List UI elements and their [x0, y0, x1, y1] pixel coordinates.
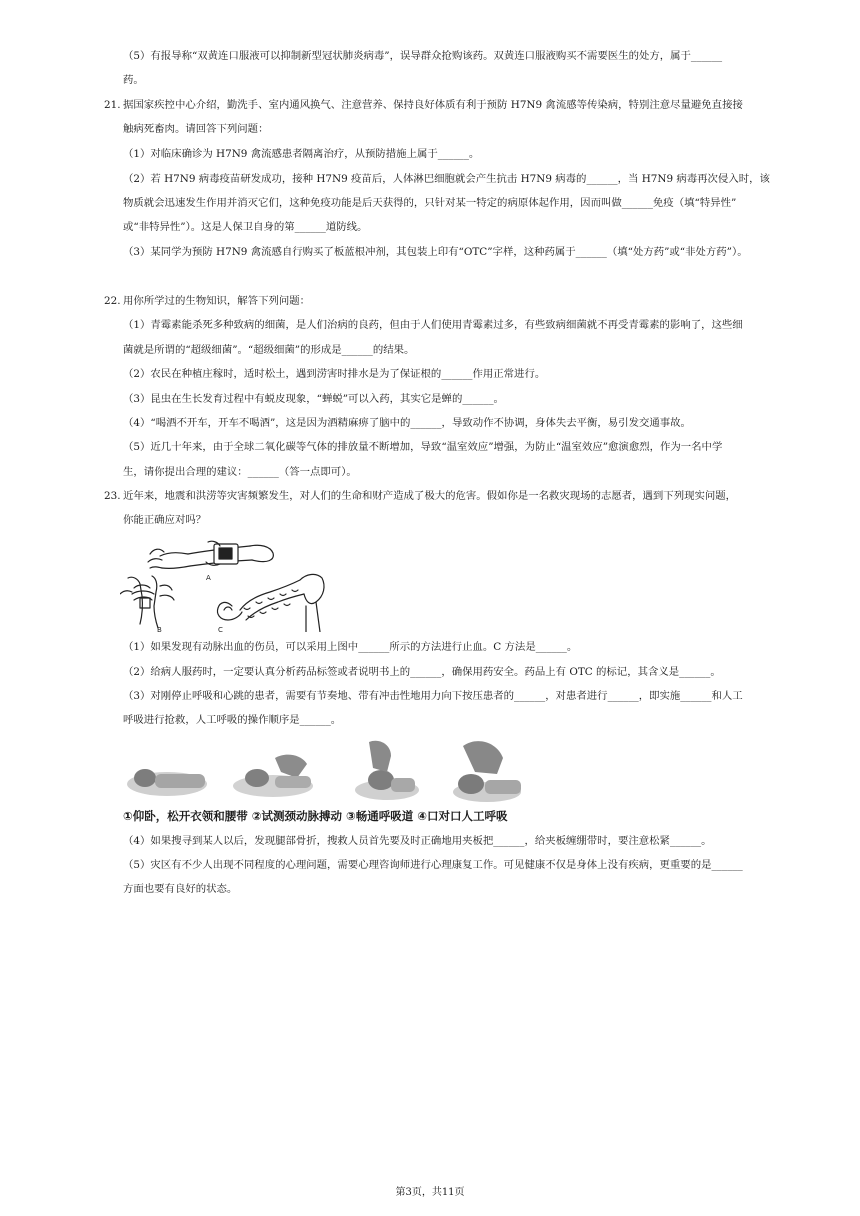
q23-5-line1: （5）灾区有不少人出现不同程度的心理问题，需要心理咨询师进行心理康复工作。可见健康不仅是身体上没有疾病，更重要的是______ — [123, 859, 743, 871]
q23-5-line2: 方面也要有良好的状态。 — [123, 883, 238, 895]
q22-stem: 用你所学过的生物知识，解答下列问题： — [123, 295, 311, 307]
q23-stem-line1: 近年来，地震和洪涝等灾害频繁发生，对人们的生命和财产造成了极大的危害。假如你是一名救灾现场的志愿者，遇到下列现实问题， — [123, 490, 737, 502]
figure-label-c: C — [218, 626, 223, 632]
question-number-21: 21. — [104, 99, 121, 111]
q22-4: （4）“喝酒不开车，开车不喝酒”，这是因为酒精麻痹了脑中的______，导致动作不协调，身体失去平衡，易引发交通事故。 — [123, 417, 691, 429]
cpr-steps-illustration — [125, 738, 525, 804]
q22-1-line1: （1）青霉素能杀死多种致病的细菌，是人们治病的良药，但由于人们使用青霉素过多，有些致病细菌就不再受青霉素的影响了，这些细 — [123, 319, 743, 331]
q23-4: （4）如果搜寻到某人以后，发现腿部骨折，搜救人员首先要及时正确地用夹板把______，给夹板缠绷带时，要注意松紧______。 — [123, 835, 712, 847]
q22-3: （3）昆虫在生长发育过程中有蜕皮现象，“蝉蜕”可以入药，其实它是蝉的______。 — [123, 393, 504, 405]
q21-1: （1）对临床确诊为 H7N9 禽流感患者隔离治疗，从预防措施上属于______。 — [123, 148, 480, 160]
figure-label-b: B — [157, 626, 162, 632]
q22-1-line2: 菌就是所谓的“超级细菌”。“超级细菌”的形成是______的结果。 — [123, 344, 415, 356]
q21-stem-line1: 据国家疾控中心介绍，勤洗手、室内通风换气、注意营养、保持良好体质有利于预防 H7N9 禽流感等传染病，特别注意尽量避免直接接 — [123, 99, 743, 111]
question-number-22: 22. — [104, 295, 121, 307]
q22-2: （2）农民在种植庄稼时，适时松土，遇到涝害时排水是为了保证根的______作用正常进行。 — [123, 368, 546, 380]
hemostasis-illustration — [120, 536, 326, 632]
q21-2-line2: 物质就会迅速发生作用并消灭它们，这种免疫功能是后天获得的，只针对某一特定的病原体起作用，因而叫做______免疫（填“特异性” — [123, 197, 737, 209]
q21-stem-line2: 触病死畜肉。请回答下列问题： — [123, 123, 269, 135]
figure-label-a: A — [206, 574, 211, 582]
q22-5-line2: 生，请你提出合理的建议：______（答一点即可）。 — [123, 466, 357, 478]
question-number-23: 23. — [104, 490, 121, 502]
q21-2-line1: （2）若 H7N9 病毒疫苗研发成功，接种 H7N9 疫苗后，人体淋巴细胞就会产生抗击 H7N9 病毒的______，当 H7N9 病毒再次侵入时，该 — [123, 173, 770, 185]
cpr-steps-caption: ①仰卧，松开衣领和腰带 ②试测颈动脉搏动 ③畅通呼吸道 ④口对口人工呼吸 — [123, 809, 508, 823]
q23-2: （2）给病人服药时，一定要认真分析药品标签或者说明书上的______，确保用药安全。药品上有 OTC 的标记，其含义是______。 — [123, 666, 721, 678]
q21-3: （3）某同学为预防 H7N9 禽流感自行购买了板蓝根冲剂，其包装上印有“OTC”字样，这种药属于______（填“处方药”或“非处方药”）。 — [123, 246, 748, 258]
q23-3-line2: 呼吸进行抢救，人工呼吸的操作顺序是______。 — [123, 714, 342, 726]
q21-2-line3: 或“非特异性”）。这是人保卫自身的第______道防线。 — [123, 221, 368, 233]
q22-5-line1: （5）近几十年来，由于全球二氧化碳等气体的排放量不断增加，导致“温室效应”增强，为防止“温室效应”愈演愈烈，作为一名中学 — [123, 441, 723, 453]
q23-1: （1）如果发现有动脉出血的伤员，可以采用上图中______所示的方法进行止血。C 方法是______。 — [123, 641, 578, 653]
q20-5-line1: （5）有报导称“双黄连口服液可以抑制新型冠状肺炎病毒”，误导群众抢购该药。双黄连口服液购买不需要医生的处方，属于______ — [123, 50, 723, 62]
q23-3-line1: （3）对刚停止呼吸和心跳的患者，需要有节奏地、带有冲击性地用力向下按压患者的______，对患者进行______，即实施______和人工 — [123, 690, 743, 702]
q20-5-line2: 药。 — [123, 74, 144, 86]
page-footer: 第3页，共11页 — [395, 1187, 465, 1198]
q23-stem-line2: 你能正确应对吗？ — [123, 514, 207, 526]
